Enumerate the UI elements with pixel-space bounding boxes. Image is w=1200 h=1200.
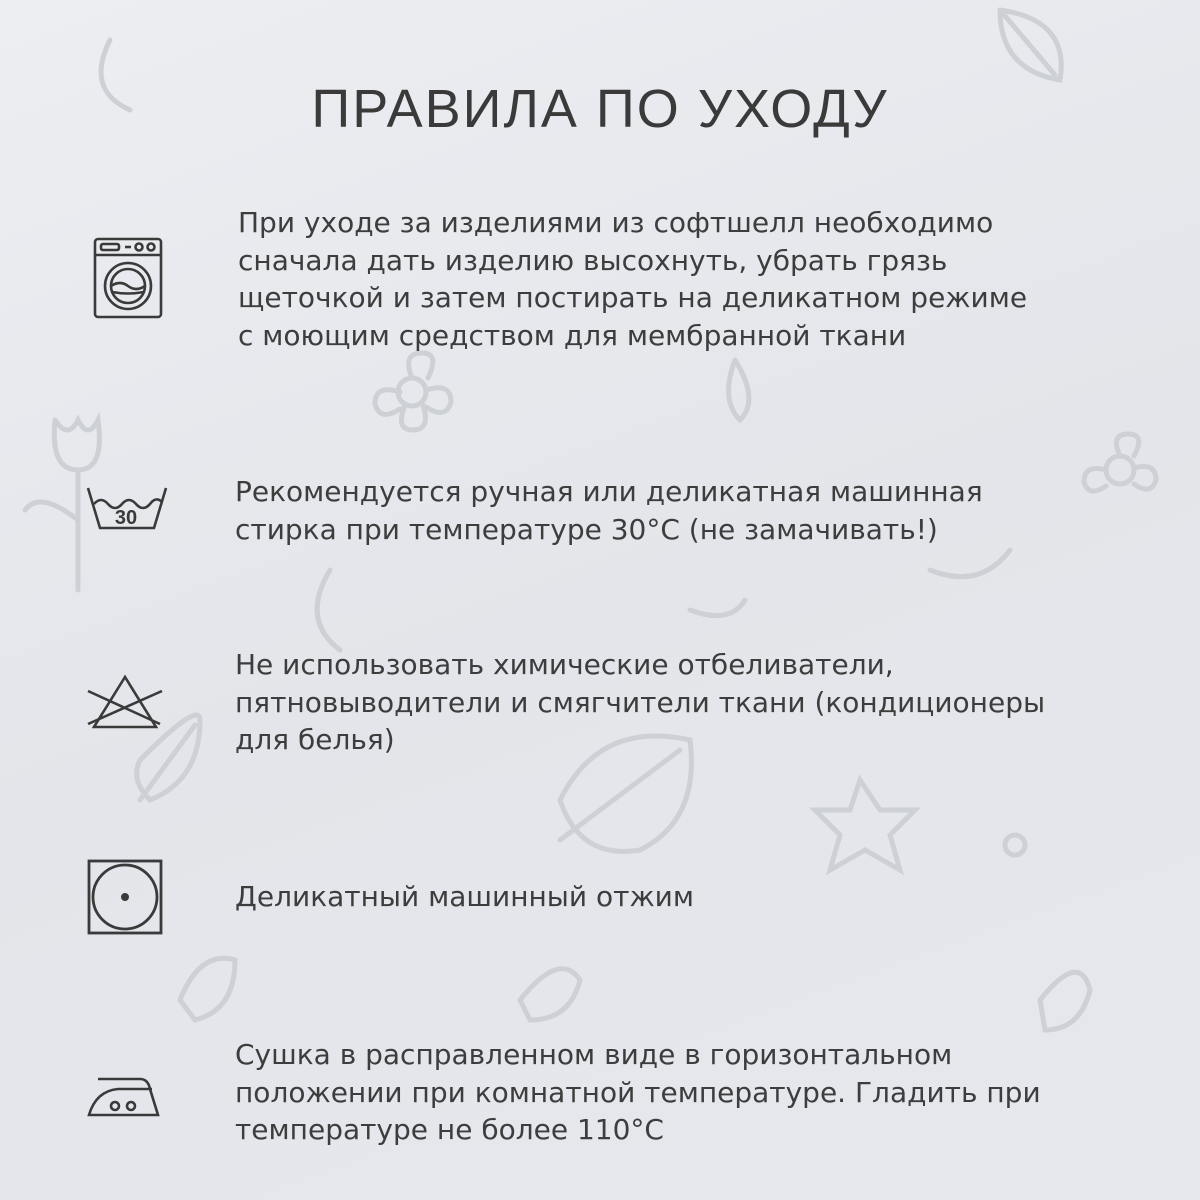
page-title: ПРАВИЛА ПО УХОДУ [311,79,889,139]
text-line: Деликатный машинный отжим [235,880,694,913]
care-text-spin [235,878,694,916]
moon-doodle-2 [930,550,1010,577]
text-line: с моющим средством для мембранной ткани [238,318,907,352]
leaf-doodle-4 [520,969,580,1020]
text-line: температуре не более 110°С [235,1113,664,1146]
text-line: Не использовать химические отбеливатели, [235,648,894,681]
leaf-doodle [1000,10,1061,80]
text-line: При уходе за изделиями из софтшелл необходимо [238,206,994,239]
text-line: для белья) [235,723,395,756]
star-doodle [815,780,915,870]
text-line: сначала дать изделию высохнуть, убрать грязь [238,243,948,277]
leaf-doodle-5 [1040,972,1090,1030]
no-bleach-icon [86,674,164,730]
moon-doodle-3 [690,600,745,616]
swirl-doodle [317,570,340,650]
drop-doodle [729,360,749,420]
text-line: стирка при температуре 30°С (не замачивать!) [235,512,938,546]
wash-30-icon [86,486,168,530]
text-line: Сушка в расправленном виде в горизонтальном [235,1038,953,1071]
care-text-no-bleach [235,646,1045,759]
text-line: положении при комнатной температуре. Гладить при [235,1075,1041,1109]
flower-doodle-right [1106,456,1134,484]
washing-machine-icon [93,237,163,319]
flower-doodle-3 [1005,835,1025,855]
care-text-washing [238,204,1027,354]
tumble-dry-icon [87,859,163,935]
text-line: щеточкой и затем постирать на деликатном режиме [238,281,1028,314]
iron-icon [86,1077,162,1117]
leaf-doodle-3 [180,958,235,1020]
svg-text:30: 30 [114,507,138,529]
text-line: Рекомендуется ручная или деликатная машинная [235,475,983,508]
text-line: пятновыводители и смягчители ткани (кондиционеры [235,685,1046,719]
care-text-wash-temp [235,473,983,548]
care-text-drying-ironing [235,1036,1041,1149]
